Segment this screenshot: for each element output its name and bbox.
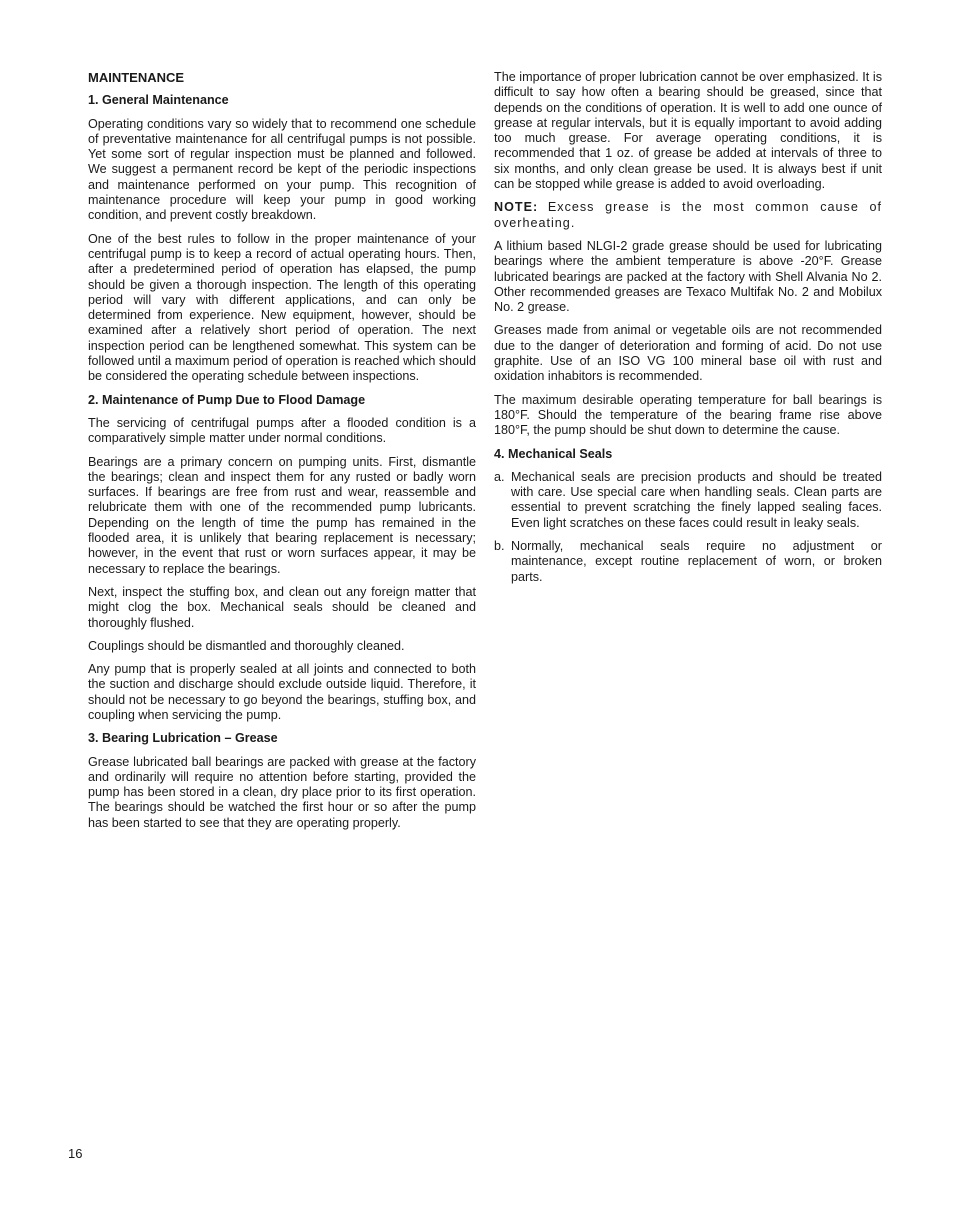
section-3-paragraph-1: Grease lubricated ball bearings are packed with grease at the factory and ordinarily will require no attention before starting, provided the pump has been stored in a clean, dry place prior to its first operation. The bearings should be watched the first hour or so after the pump has been started to see that they are operating properly. bbox=[88, 754, 476, 830]
list-item-text: Normally, mechanical seals require no adjustment or maintenance, except routine replacement of worn, or broken parts. bbox=[511, 539, 882, 584]
right-column bbox=[494, 70, 882, 593]
section-1-paragraph-2: One of the best rules to follow in the proper maintenance of your centrifugal pump is to keep a record of actual operating hours. Then, after a predetermined period of operation has elapsed, the pump should be given a thorough inspection. The length of this operating period will vary with different applications, and can only be determined from experience. New equipment, however, should be examined after a relatively short period of operation. The next inspection period can be lengthened somewhat. This system can be followed until a maximum period of operation is reached which should be considered the operating schedule between inspections. bbox=[88, 231, 476, 384]
lubrication-paragraph-3: Greases made from animal or vegetable oils are not recommended due to the danger of deterioration and forming of acid. Do not use graphite. Use of an ISO VG 100 mineral base oil with rust and oxidation inhabitors is recommended. bbox=[494, 323, 882, 384]
section-2-title: 2. Maintenance of Pump Due to Flood Damage bbox=[88, 392, 366, 407]
section-2-paragraph-3: Next, inspect the stuffing box, and clean out any foreign matter that might clog the box. Mechanical seals should be cleaned and thoroughly flushed. bbox=[88, 584, 476, 630]
section-4-title: 4. Mechanical Seals bbox=[494, 446, 613, 461]
note-text: Excess grease is the most common cause of overheating. bbox=[494, 200, 883, 230]
list-marker: b. bbox=[494, 539, 505, 554]
note bbox=[494, 200, 882, 231]
section-2-paragraph-5: Any pump that is properly sealed at all joints and connected to both the suction and discharge should exclude outside liquid. Therefore, it should not be necessary to go beyond the bearings, stuffing box, and coupling when servicing the pump. bbox=[88, 662, 476, 722]
lubrication-paragraph-2: A lithium based NLGI-2 grade grease should be used for lubricating bearings where the ambient temperature is above -20°F. Grease lubricated bearings are packed at the factory with Shell Alvania No 2. Other recommended greases are Texaco Multifak No. 2 and Mobilux No. 2 grease. bbox=[494, 238, 882, 315]
list-item-text: Mechanical seals are precision products and should be treated with care. Use special care when handling seals. Clean parts are essential to prevent scratching the finely lapped sealing faces. Even light scratches on these faces could result in leaky seals. bbox=[511, 469, 882, 530]
section-3-title: 3. Bearing Lubrication – Grease bbox=[88, 731, 278, 746]
list-marker: a. bbox=[494, 469, 505, 484]
seal-list-item bbox=[494, 539, 882, 585]
section-1-title: 1. General Maintenance bbox=[88, 93, 229, 108]
page-heading: MAINTENANCE bbox=[88, 70, 185, 85]
left-column bbox=[88, 70, 476, 839]
section-2-paragraph-4: Couplings should be dismantled and thoroughly cleaned. bbox=[88, 638, 405, 653]
lubrication-paragraph-4: The maximum desirable operating temperature for ball bearings is 180°F. Should the temperature of the bearing frame rise above 180°F, the pump should be shut down to determine the cause. bbox=[494, 392, 882, 438]
seal-list-item bbox=[494, 470, 882, 531]
lubrication-paragraph-1: The importance of proper lubrication cannot be over emphasized. It is difficult to say how often a bearing should be greased, since that depends on the conditions of operation. It is well to add one ounce of grease at regular intervals, but it is equally important to avoid adding too much grease. For average operating conditions, it is recommended that 1 oz. of grease be added at intervals of three to six months, and only clean grease be used. It is always best if unit can be stopped while grease is added to avoid overloading. bbox=[494, 70, 882, 192]
section-2-paragraph-1: The servicing of centrifugal pumps after a flooded condition is a comparatively simple matter under normal conditions. bbox=[88, 415, 476, 446]
section-1-paragraph-1: Operating conditions vary so widely that to recommend one schedule of preventative maintenance for all centrifugal pumps is not possible. Yet some sort of regular inspection must be planned and followed. We suggest a permanent record be kept of the periodic inspections and maintenance performed on your pump. This recognition of maintenance procedure will keep your pump in good working condition, and prevent costly breakdown. bbox=[88, 116, 476, 223]
note-label: NOTE: bbox=[494, 200, 539, 215]
section-2-paragraph-2: Bearings are a primary concern on pumping units. First, dismantle the bearings; clean and inspect them for any rusted or badly worn surfaces. If bearings are free from rust and wear, reassemble and relubricate them with one of the recommended pump lubricants. Depending on the length of time the pump has remained in the flooded area, it is unlikely that bearing replacement is necessary; however, in the event that rust or worn surfaces appear, it may be necessary to replace the bearings. bbox=[88, 454, 476, 576]
page-number: 16 bbox=[68, 1146, 83, 1161]
